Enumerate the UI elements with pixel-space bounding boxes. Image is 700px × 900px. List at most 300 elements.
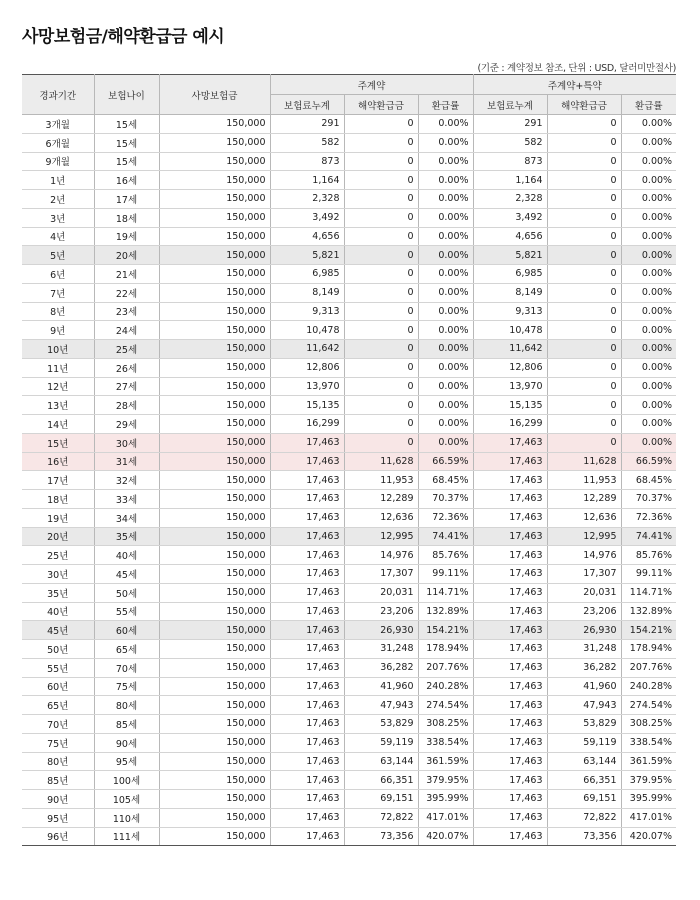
cell-period: 9개월 xyxy=(22,152,94,171)
cell-premium-total-main: 17,463 xyxy=(270,452,344,471)
cell-premium-total-rider: 9,313 xyxy=(473,302,547,321)
cell-surrender-main: 0 xyxy=(344,133,418,152)
cell-surrender-main: 0 xyxy=(344,152,418,171)
cell-age: 26세 xyxy=(94,358,159,377)
cell-ratio-main: 395.99% xyxy=(418,790,473,809)
cell-period: 11년 xyxy=(22,358,94,377)
cell-premium-total-rider: 17,463 xyxy=(473,433,547,452)
cell-period: 10년 xyxy=(22,340,94,359)
cell-death-benefit: 150,000 xyxy=(159,433,270,452)
cell-surrender-main: 0 xyxy=(344,302,418,321)
cell-premium-total-rider: 8,149 xyxy=(473,283,547,302)
table-row xyxy=(22,321,676,340)
table-row xyxy=(22,583,676,602)
cell-period: 60년 xyxy=(22,677,94,696)
table-row xyxy=(22,452,676,471)
cell-premium-total-main: 17,463 xyxy=(270,565,344,584)
cell-age: 80세 xyxy=(94,696,159,715)
cell-surrender-main: 47,943 xyxy=(344,696,418,715)
cell-surrender-rider: 23,206 xyxy=(547,602,621,621)
cell-surrender-main: 59,119 xyxy=(344,733,418,752)
cell-ratio-rider: 99.11% xyxy=(621,565,676,584)
cell-period: 40년 xyxy=(22,602,94,621)
cell-surrender-rider: 53,829 xyxy=(547,715,621,734)
cell-ratio-rider: 66.59% xyxy=(621,452,676,471)
cell-surrender-main: 0 xyxy=(344,115,418,134)
table-row xyxy=(22,658,676,677)
cell-age: 31세 xyxy=(94,452,159,471)
cell-death-benefit: 150,000 xyxy=(159,508,270,527)
cell-premium-total-rider: 15,135 xyxy=(473,396,547,415)
cell-surrender-rider: 12,636 xyxy=(547,508,621,527)
cell-period: 1년 xyxy=(22,171,94,190)
cell-death-benefit: 150,000 xyxy=(159,171,270,190)
cell-surrender-rider: 0 xyxy=(547,433,621,452)
cell-premium-total-main: 16,299 xyxy=(270,415,344,434)
table-row xyxy=(22,208,676,227)
table-body xyxy=(22,115,676,846)
surrender-value-table xyxy=(22,74,676,846)
table-row xyxy=(22,152,676,171)
cell-ratio-main: 178.94% xyxy=(418,640,473,659)
cell-surrender-main: 14,976 xyxy=(344,546,418,565)
table-row xyxy=(22,377,676,396)
cell-ratio-rider: 0.00% xyxy=(621,171,676,190)
cell-ratio-main: 0.00% xyxy=(418,396,473,415)
cell-premium-total-rider: 3,492 xyxy=(473,208,547,227)
cell-death-benefit: 150,000 xyxy=(159,733,270,752)
cell-surrender-main: 53,829 xyxy=(344,715,418,734)
cell-death-benefit: 150,000 xyxy=(159,133,270,152)
cell-ratio-main: 0.00% xyxy=(418,358,473,377)
table-row xyxy=(22,621,676,640)
cell-ratio-rider: 395.99% xyxy=(621,790,676,809)
cell-death-benefit: 150,000 xyxy=(159,640,270,659)
cell-surrender-main: 0 xyxy=(344,190,418,209)
cell-surrender-main: 20,031 xyxy=(344,583,418,602)
cell-age: 85세 xyxy=(94,715,159,734)
cell-ratio-rider: 0.00% xyxy=(621,340,676,359)
cell-death-benefit: 150,000 xyxy=(159,321,270,340)
cell-premium-total-main: 10,478 xyxy=(270,321,344,340)
cell-surrender-main: 23,206 xyxy=(344,602,418,621)
cell-premium-total-main: 17,463 xyxy=(270,527,344,546)
cell-age: 24세 xyxy=(94,321,159,340)
cell-death-benefit: 150,000 xyxy=(159,358,270,377)
cell-surrender-main: 72,822 xyxy=(344,808,418,827)
cell-surrender-main: 26,930 xyxy=(344,621,418,640)
cell-period: 95년 xyxy=(22,808,94,827)
cell-surrender-rider: 26,930 xyxy=(547,621,621,640)
table-row xyxy=(22,302,676,321)
cell-surrender-rider: 12,995 xyxy=(547,527,621,546)
cell-period: 85년 xyxy=(22,771,94,790)
cell-age: 27세 xyxy=(94,377,159,396)
cell-ratio-rider: 274.54% xyxy=(621,696,676,715)
cell-premium-total-main: 6,985 xyxy=(270,265,344,284)
cell-premium-total-main: 17,463 xyxy=(270,677,344,696)
cell-death-benefit: 150,000 xyxy=(159,565,270,584)
cell-premium-total-rider: 17,463 xyxy=(473,546,547,565)
cell-surrender-main: 17,307 xyxy=(344,565,418,584)
table-row xyxy=(22,546,676,565)
cell-premium-total-rider: 17,463 xyxy=(473,621,547,640)
cell-death-benefit: 150,000 xyxy=(159,808,270,827)
cell-death-benefit: 150,000 xyxy=(159,715,270,734)
cell-age: 15세 xyxy=(94,133,159,152)
cell-premium-total-main: 9,313 xyxy=(270,302,344,321)
cell-premium-total-rider: 1,164 xyxy=(473,171,547,190)
cell-premium-total-main: 17,463 xyxy=(270,808,344,827)
table-row xyxy=(22,827,676,846)
cell-premium-total-rider: 17,463 xyxy=(473,790,547,809)
cell-premium-total-main: 15,135 xyxy=(270,396,344,415)
table-row xyxy=(22,715,676,734)
cell-period: 6개월 xyxy=(22,133,94,152)
cell-age: 33세 xyxy=(94,490,159,509)
cell-ratio-main: 308.25% xyxy=(418,715,473,734)
cell-ratio-rider: 85.76% xyxy=(621,546,676,565)
cell-ratio-main: 0.00% xyxy=(418,171,473,190)
table-row xyxy=(22,565,676,584)
cell-ratio-main: 154.21% xyxy=(418,621,473,640)
cell-surrender-rider: 0 xyxy=(547,283,621,302)
header-age: 보험나이 xyxy=(94,75,159,115)
cell-premium-total-main: 17,463 xyxy=(270,827,344,846)
cell-surrender-main: 0 xyxy=(344,321,418,340)
cell-premium-total-rider: 17,463 xyxy=(473,771,547,790)
cell-ratio-rider: 0.00% xyxy=(621,377,676,396)
cell-premium-total-rider: 17,463 xyxy=(473,471,547,490)
cell-ratio-main: 361.59% xyxy=(418,752,473,771)
cell-ratio-rider: 0.00% xyxy=(621,152,676,171)
cell-premium-total-main: 17,463 xyxy=(270,508,344,527)
cell-surrender-rider: 0 xyxy=(547,227,621,246)
cell-age: 111세 xyxy=(94,827,159,846)
cell-period: 18년 xyxy=(22,490,94,509)
cell-premium-total-rider: 17,463 xyxy=(473,733,547,752)
cell-period: 15년 xyxy=(22,433,94,452)
cell-age: 65세 xyxy=(94,640,159,659)
cell-premium-total-rider: 873 xyxy=(473,152,547,171)
cell-period: 16년 xyxy=(22,452,94,471)
cell-ratio-main: 0.00% xyxy=(418,265,473,284)
cell-age: 35세 xyxy=(94,527,159,546)
cell-ratio-main: 132.89% xyxy=(418,602,473,621)
table-row xyxy=(22,490,676,509)
cell-period: 50년 xyxy=(22,640,94,659)
cell-period: 3개월 xyxy=(22,115,94,134)
cell-ratio-main: 0.00% xyxy=(418,340,473,359)
cell-surrender-rider: 0 xyxy=(547,115,621,134)
cell-ratio-rider: 207.76% xyxy=(621,658,676,677)
cell-premium-total-main: 4,656 xyxy=(270,227,344,246)
cell-death-benefit: 150,000 xyxy=(159,452,270,471)
cell-ratio-rider: 0.00% xyxy=(621,433,676,452)
cell-premium-total-rider: 17,463 xyxy=(473,677,547,696)
cell-premium-total-main: 17,463 xyxy=(270,433,344,452)
cell-period: 5년 xyxy=(22,246,94,265)
cell-death-benefit: 150,000 xyxy=(159,340,270,359)
cell-premium-total-rider: 17,463 xyxy=(473,827,547,846)
cell-death-benefit: 150,000 xyxy=(159,265,270,284)
cell-surrender-main: 12,289 xyxy=(344,490,418,509)
cell-death-benefit: 150,000 xyxy=(159,677,270,696)
cell-surrender-main: 12,995 xyxy=(344,527,418,546)
table-row xyxy=(22,771,676,790)
cell-premium-total-main: 13,970 xyxy=(270,377,344,396)
cell-death-benefit: 150,000 xyxy=(159,283,270,302)
cell-premium-total-rider: 582 xyxy=(473,133,547,152)
cell-age: 16세 xyxy=(94,171,159,190)
cell-surrender-main: 11,953 xyxy=(344,471,418,490)
table-row xyxy=(22,471,676,490)
cell-ratio-main: 85.76% xyxy=(418,546,473,565)
cell-death-benefit: 150,000 xyxy=(159,208,270,227)
table-row xyxy=(22,415,676,434)
page-title: 사망보험금/해약환급금 예시 xyxy=(22,27,225,47)
table-row xyxy=(22,283,676,302)
cell-ratio-rider: 70.37% xyxy=(621,490,676,509)
cell-period: 20년 xyxy=(22,527,94,546)
cell-surrender-main: 73,356 xyxy=(344,827,418,846)
cell-surrender-main: 12,636 xyxy=(344,508,418,527)
table-row xyxy=(22,358,676,377)
cell-period: 55년 xyxy=(22,658,94,677)
cell-ratio-rider: 0.00% xyxy=(621,415,676,434)
cell-ratio-main: 0.00% xyxy=(418,227,473,246)
cell-surrender-rider: 20,031 xyxy=(547,583,621,602)
cell-ratio-main: 338.54% xyxy=(418,733,473,752)
cell-period: 70년 xyxy=(22,715,94,734)
cell-surrender-rider: 59,119 xyxy=(547,733,621,752)
cell-ratio-main: 68.45% xyxy=(418,471,473,490)
cell-surrender-rider: 0 xyxy=(547,246,621,265)
cell-surrender-main: 11,628 xyxy=(344,452,418,471)
table-row xyxy=(22,433,676,452)
cell-death-benefit: 150,000 xyxy=(159,396,270,415)
cell-ratio-rider: 154.21% xyxy=(621,621,676,640)
table-row xyxy=(22,527,676,546)
cell-ratio-main: 0.00% xyxy=(418,321,473,340)
cell-premium-total-rider: 17,463 xyxy=(473,715,547,734)
table-row xyxy=(22,246,676,265)
cell-death-benefit: 150,000 xyxy=(159,152,270,171)
cell-premium-total-main: 582 xyxy=(270,133,344,152)
cell-ratio-main: 0.00% xyxy=(418,246,473,265)
cell-ratio-main: 0.00% xyxy=(418,415,473,434)
cell-period: 65년 xyxy=(22,696,94,715)
cell-ratio-rider: 338.54% xyxy=(621,733,676,752)
cell-surrender-rider: 0 xyxy=(547,133,621,152)
cell-period: 3년 xyxy=(22,208,94,227)
cell-surrender-main: 41,960 xyxy=(344,677,418,696)
header-rider-group: 주계약+특약 xyxy=(473,75,676,95)
cell-surrender-rider: 47,943 xyxy=(547,696,621,715)
cell-premium-total-rider: 17,463 xyxy=(473,490,547,509)
cell-premium-total-main: 873 xyxy=(270,152,344,171)
cell-premium-total-main: 11,642 xyxy=(270,340,344,359)
table-row xyxy=(22,640,676,659)
cell-surrender-main: 0 xyxy=(344,358,418,377)
cell-age: 23세 xyxy=(94,302,159,321)
cell-surrender-rider: 0 xyxy=(547,171,621,190)
cell-surrender-rider: 0 xyxy=(547,208,621,227)
cell-period: 6년 xyxy=(22,265,94,284)
cell-ratio-main: 0.00% xyxy=(418,190,473,209)
cell-premium-total-main: 17,463 xyxy=(270,621,344,640)
cell-ratio-rider: 308.25% xyxy=(621,715,676,734)
cell-ratio-main: 420.07% xyxy=(418,827,473,846)
cell-period: 2년 xyxy=(22,190,94,209)
cell-premium-total-main: 17,463 xyxy=(270,546,344,565)
table-row xyxy=(22,752,676,771)
table-row xyxy=(22,696,676,715)
table-row xyxy=(22,790,676,809)
cell-death-benefit: 150,000 xyxy=(159,771,270,790)
cell-premium-total-main: 291 xyxy=(270,115,344,134)
header-ratio-rider: 환급률 xyxy=(621,95,676,115)
cell-surrender-main: 0 xyxy=(344,396,418,415)
cell-age: 30세 xyxy=(94,433,159,452)
cell-premium-total-main: 5,821 xyxy=(270,246,344,265)
cell-age: 25세 xyxy=(94,340,159,359)
cell-ratio-rider: 0.00% xyxy=(621,190,676,209)
cell-ratio-rider: 0.00% xyxy=(621,115,676,134)
cell-surrender-rider: 17,307 xyxy=(547,565,621,584)
cell-ratio-rider: 0.00% xyxy=(621,396,676,415)
cell-death-benefit: 150,000 xyxy=(159,527,270,546)
cell-ratio-main: 74.41% xyxy=(418,527,473,546)
cell-period: 45년 xyxy=(22,621,94,640)
cell-age: 60세 xyxy=(94,621,159,640)
cell-surrender-main: 0 xyxy=(344,415,418,434)
cell-ratio-main: 207.76% xyxy=(418,658,473,677)
cell-surrender-rider: 0 xyxy=(547,321,621,340)
cell-premium-total-rider: 17,463 xyxy=(473,640,547,659)
cell-ratio-rider: 0.00% xyxy=(621,208,676,227)
cell-age: 95세 xyxy=(94,752,159,771)
cell-surrender-main: 36,282 xyxy=(344,658,418,677)
cell-ratio-main: 114.71% xyxy=(418,583,473,602)
cell-surrender-main: 0 xyxy=(344,246,418,265)
cell-period: 30년 xyxy=(22,565,94,584)
cell-surrender-rider: 0 xyxy=(547,396,621,415)
cell-age: 70세 xyxy=(94,658,159,677)
cell-premium-total-main: 2,328 xyxy=(270,190,344,209)
cell-ratio-main: 72.36% xyxy=(418,508,473,527)
cell-death-benefit: 150,000 xyxy=(159,377,270,396)
cell-period: 9년 xyxy=(22,321,94,340)
cell-surrender-rider: 0 xyxy=(547,377,621,396)
cell-premium-total-main: 12,806 xyxy=(270,358,344,377)
cell-age: 105세 xyxy=(94,790,159,809)
cell-surrender-main: 0 xyxy=(344,208,418,227)
cell-surrender-rider: 12,289 xyxy=(547,490,621,509)
header-ratio-main: 환급률 xyxy=(418,95,473,115)
cell-age: 110세 xyxy=(94,808,159,827)
cell-age: 21세 xyxy=(94,265,159,284)
cell-premium-total-main: 17,463 xyxy=(270,658,344,677)
cell-death-benefit: 150,000 xyxy=(159,115,270,134)
cell-premium-total-rider: 17,463 xyxy=(473,452,547,471)
cell-death-benefit: 150,000 xyxy=(159,415,270,434)
header-surrender-main: 해약환급금 xyxy=(344,95,418,115)
cell-age: 75세 xyxy=(94,677,159,696)
cell-age: 100세 xyxy=(94,771,159,790)
cell-surrender-rider: 0 xyxy=(547,415,621,434)
cell-premium-total-rider: 2,328 xyxy=(473,190,547,209)
table-row xyxy=(22,227,676,246)
cell-surrender-rider: 31,248 xyxy=(547,640,621,659)
cell-surrender-main: 0 xyxy=(344,377,418,396)
cell-death-benefit: 150,000 xyxy=(159,302,270,321)
cell-surrender-main: 0 xyxy=(344,171,418,190)
cell-age: 28세 xyxy=(94,396,159,415)
table-row xyxy=(22,602,676,621)
cell-surrender-rider: 14,976 xyxy=(547,546,621,565)
cell-age: 20세 xyxy=(94,246,159,265)
cell-surrender-rider: 72,822 xyxy=(547,808,621,827)
cell-premium-total-main: 17,463 xyxy=(270,771,344,790)
cell-surrender-main: 31,248 xyxy=(344,640,418,659)
table-row xyxy=(22,733,676,752)
cell-premium-total-rider: 17,463 xyxy=(473,583,547,602)
cell-surrender-rider: 0 xyxy=(547,358,621,377)
cell-death-benefit: 150,000 xyxy=(159,227,270,246)
cell-surrender-rider: 0 xyxy=(547,340,621,359)
cell-surrender-rider: 69,151 xyxy=(547,790,621,809)
cell-ratio-main: 0.00% xyxy=(418,152,473,171)
cell-ratio-rider: 0.00% xyxy=(621,283,676,302)
cell-ratio-rider: 0.00% xyxy=(621,265,676,284)
cell-premium-total-rider: 17,463 xyxy=(473,696,547,715)
cell-period: 25년 xyxy=(22,546,94,565)
cell-premium-total-rider: 10,478 xyxy=(473,321,547,340)
cell-death-benefit: 150,000 xyxy=(159,790,270,809)
cell-ratio-main: 240.28% xyxy=(418,677,473,696)
cell-ratio-rider: 420.07% xyxy=(621,827,676,846)
cell-ratio-rider: 178.94% xyxy=(621,640,676,659)
cell-surrender-rider: 41,960 xyxy=(547,677,621,696)
cell-age: 45세 xyxy=(94,565,159,584)
cell-period: 17년 xyxy=(22,471,94,490)
cell-premium-total-rider: 17,463 xyxy=(473,527,547,546)
cell-surrender-main: 0 xyxy=(344,227,418,246)
cell-death-benefit: 150,000 xyxy=(159,190,270,209)
cell-surrender-rider: 0 xyxy=(547,302,621,321)
cell-period: 14년 xyxy=(22,415,94,434)
cell-ratio-rider: 0.00% xyxy=(621,246,676,265)
header-premium-total-rider: 보험료누계 xyxy=(473,95,547,115)
cell-premium-total-rider: 17,463 xyxy=(473,565,547,584)
cell-ratio-main: 70.37% xyxy=(418,490,473,509)
unit-note: (기준 : 계약정보 참조, 단위 : USD, 달러미만절사) xyxy=(477,63,676,74)
cell-ratio-rider: 0.00% xyxy=(621,321,676,340)
table-row xyxy=(22,171,676,190)
header-death-benefit: 사망보험금 xyxy=(159,75,270,115)
cell-premium-total-main: 17,463 xyxy=(270,715,344,734)
header-elapsed: 경과기간 xyxy=(22,75,94,115)
cell-ratio-rider: 417.01% xyxy=(621,808,676,827)
cell-surrender-main: 0 xyxy=(344,433,418,452)
cell-surrender-rider: 66,351 xyxy=(547,771,621,790)
cell-death-benefit: 150,000 xyxy=(159,490,270,509)
cell-surrender-rider: 0 xyxy=(547,190,621,209)
header-main-group: 주계약 xyxy=(270,75,473,95)
cell-surrender-rider: 11,953 xyxy=(547,471,621,490)
cell-premium-total-rider: 12,806 xyxy=(473,358,547,377)
